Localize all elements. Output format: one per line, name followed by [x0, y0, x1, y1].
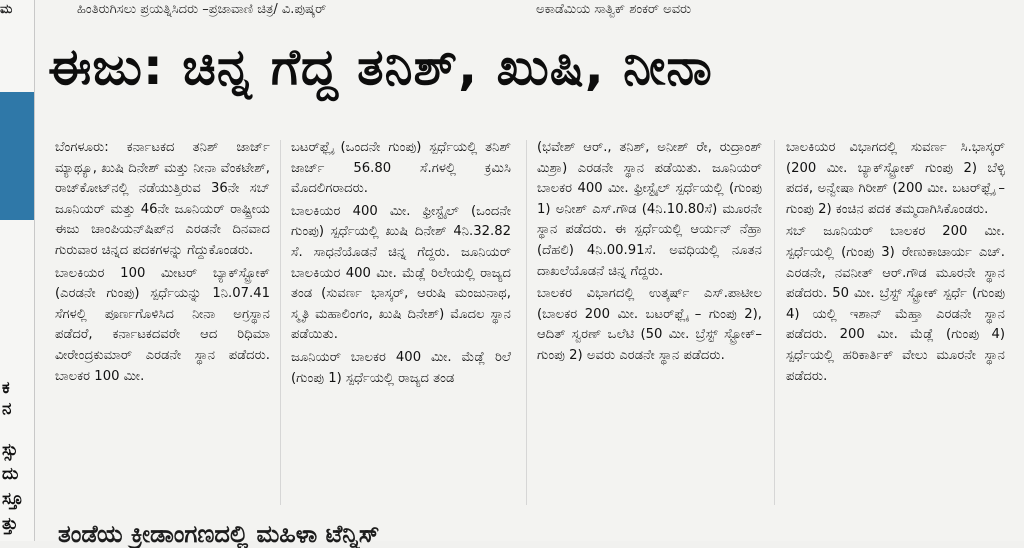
photo-caption-right: ಅಕಾಡೆಮಿಯ ಸಾತ್ವಿಕ್ ಶಂಕರ್ ಅವರು — [536, 2, 692, 17]
column-4-paragraph-2: ಸಬ್ ಜೂನಿಯರ್ ಬಾಲಕರ 200 ಮೀ. ಸ್ಪರ್ಧೆಯಲ್ಲಿ (ಗುಂಪು 3) ರೇಣುಕಾಚಾರ್ಯ ಎಚ್. ಎರಡನೇ, ನವನೀತ್ ಆರ್.ಗೌಡ ಮೂರನೇ ಸ್ಥಾನ ಪಡೆದರು. 50 ಮೀ. ಬ್ರೆಸ್ಟ್ ಸ್ಟ್ರೋಕ್ ಸ್ಪರ್ಧೆ (ಗುಂಪು 4) ಯಲ್ಲಿ ಇಶಾನ್ ಮೆಹ್ತಾ ಎರಡನೇ ಸ್ಥಾನ ಪಡೆದರು. 200 ಮೀ. ಮೆಡ್ಲೆ (ಗುಂಪು 4) ಸ್ಪರ್ಧೆಯಲ್ಲಿ ಹರಿಕಾರ್ತಿಕ್ ವೇಲು ಮೂರನೇ ಸ್ಥಾನ ಪಡೆದರು. — [786, 224, 1005, 384]
column-2-paragraph-3: ಜೂನಿಯರ್ ಬಾಲಕರ 400 ಮೀ. ಮೆಡ್ಲೆ ರಿಲೆ (ಗುಂಪು 1) ಸ್ಪರ್ಧೆಯಲ್ಲಿ ರಾಜ್ಯದ ತಂಡ — [291, 349, 511, 386]
article-headline: ಈಜು: ಚಿನ್ನ ಗೆದ್ದ ತನಿಶ್, ಖುಷಿ, ನೀನಾ — [48, 38, 713, 96]
column-1-paragraph-2: ಬಾಲಕಿಯರ 100 ಮೀಟರ್ ಬ್ಯಾಕ್‌ಸ್ಟ್ರೋಕ್ (ಎರಡನೇ ಗುಂಪು) ಸ್ಪರ್ಧೆಯನ್ನು 1ನಿ.07.41 ಸೆಗಳಲ್ಲಿ ಪೂರ್ಣಗೊಳಿಸಿದ ನೀನಾ ಅಗ್ರಸ್ಥಾನ ಪಡೆದರೆ, ಕರ್ನಾಟಕದವರೇ ಆದ ರಿಧಿಮಾ ವೀರೇಂದ್ರಕುಮಾರ್ ಎರಡನೇ ಸ್ಥಾನ ಪಡೆದರು. ಬಾಲಕರ 100 ಮೀ. — [55, 265, 270, 384]
column-divider-3 — [774, 140, 775, 505]
left-margin-char-5: ಸ್ಸು — [2, 440, 19, 460]
next-article-headline: ತಂಡೆಯ ಕ್ರೀಡಾಂಗಣದಲ್ಲಿ ಮಹಿಳಾ ಟೆನ್ನಿಸ್ — [58, 520, 380, 548]
photo-caption-left: ಹಿಂತಿರುಗಿಸಲು ಪ್ರಯತ್ನಿಸಿದರು –ಪ್ರಜಾವಾಣಿ ಚಿತ್ರ/ ವಿ.ಪುಷ್ಕರ್ — [77, 2, 327, 17]
left-margin-char-7: ಸ್ತೂ — [2, 489, 24, 509]
left-margin-char-4: ನ — [2, 399, 12, 419]
top-left-fragment: ಮ — [0, 2, 13, 17]
column-2-paragraph-1: ಬಟರ್‌ಫ್ಲೈ (ಒಂದನೇ ಗುಂಪು) ಸ್ಪರ್ಧೆಯಲ್ಲಿ ತನಿಶ್ ಜಾರ್ಜ್ 56.80 ಸೆ.ಗಳಲ್ಲಿ ಕ್ರಮಿಸಿ ಮೊದಲಿಗರಾದರು. — [291, 140, 511, 197]
left-margin-char-8: ತ್ತು — [2, 514, 18, 534]
left-margin-strip — [0, 0, 35, 541]
left-blue-panel — [0, 92, 34, 220]
left-margin-char-6: ದು — [2, 464, 19, 484]
article-column-3 — [537, 138, 762, 369]
column-3-paragraph-2: ಬಾಲಕರ ವಿಭಾಗದಲ್ಲಿ ಉತ್ಕರ್ಷ್ ಎಸ್.ಪಾಟೀಲ (ಬಾಲಕರ 200 ಮೀ. ಬಟರ್‌ಫ್ಲೈ – ಗುಂಪು 2), ಆದಿತ್ ಸ್ವರಣ್ ಒಲೆಟಿ (50 ಮೀ. ಬ್ರೆಸ್ಟ್ ಸ್ಟ್ರೋಕ್–ಗುಂಪು 2) ಅವರು ಎರಡನೇ ಸ್ಥಾನ ಪಡೆದರು. — [537, 286, 762, 363]
column-divider-2 — [526, 140, 527, 505]
column-4-paragraph-1: ಬಾಲಕಿಯರ ವಿಭಾಗದಲ್ಲಿ ಸುವರ್ಣ ಸಿ.ಭಾಸ್ಕರ್ (200 ಮೀ. ಬ್ಯಾಕ್‌ಸ್ಟ್ರೋಕ್ ಗುಂಪು 2) ಬೆಳ್ಳಿ ಪದಕ, ಅನ್ವೇಷಾ ಗಿರೀಶ್ (200 ಮೀ. ಬಟರ್‌ಫ್ಲೈ – ಗುಂಪು 2) ಕಂಚಿನ ಪದಕ ತಮ್ಮದಾಗಿಸಿಕೊಂಡರು. — [786, 140, 1005, 217]
article-column-1 — [55, 138, 270, 389]
article-column-4 — [786, 138, 1005, 389]
column-divider-1 — [280, 140, 281, 505]
left-margin-char-3: ಕ — [2, 378, 10, 398]
column-2-paragraph-2: ಬಾಲಕಿಯರ 400 ಮೀ. ಫ್ರೀಸ್ಟೈಲ್ (ಒಂದನೇ ಗುಂಪು) ಸ್ಪರ್ಧೆಯಲ್ಲಿ ಖುಷಿ ದಿನೇಶ್ 4ನಿ.32.82 ಸೆ. ಸಾಧನೆಯೊಡನೆ ಚಿನ್ನ ಗೆದ್ದರು. ಜೂನಿಯರ್ ಬಾಲಕಿಯರ 400 ಮೀ. ಮೆಡ್ಲೆ ರಿಲೇಯಲ್ಲಿ ರಾಜ್ಯದ ತಂಡ (ಸುವರ್ಣ ಭಾಸ್ಕರ್, ಆರುಷಿ ಮಂಜುನಾಥ, ಸ್ಮೃತಿ ಮಹಾಲಿಂಗಂ, ಖುಷಿ ದಿನೇಶ್) ಮೊದಲ ಸ್ಥಾನ ಪಡೆಯಿತು. — [291, 203, 511, 343]
top-captions — [0, 0, 1024, 28]
column-1-paragraph-1: ಬೆಂಗಳೂರು: ಕರ್ನಾಟಕದ ತನಿಶ್ ಜಾರ್ಜ್ ಮ್ಯಾಥ್ಯೂ, ಖುಷಿ ದಿನೇಶ್ ಮತ್ತು ನೀನಾ ವೆಂಕಟೇಶ್, ರಾಜ್‌ಕೋಟ್‌ನಲ್ಲಿ ನಡೆಯುತ್ತಿರುವ 36ನೇ ಸಬ್ ಜೂನಿಯರ್ ಮತ್ತು 46ನೇ ಜೂನಿಯರ್ ರಾಷ್ಟ್ರೀಯ ಈಜು ಚಾಂಪಿಯನ್‌ಷಿಪ್‌ನ ಎರಡನೇ ದಿನವಾದ ಗುರುವಾರ ಚಿನ್ನದ ಪದಕಗಳನ್ನು ಗೆದ್ದುಕೊಂಡರು. — [55, 140, 270, 258]
column-3-paragraph-1: (ಭವೇಶ್ ಆರ್., ತನಿಶ್, ಅನೀಶ್ ರೇ, ರುದ್ರಾಂಶ್ ಮಿಶ್ರಾ) ಎರಡನೇ ಸ್ಥಾನ ಪಡೆಯಿತು. ಜೂನಿಯರ್ ಬಾಲಕರ 400 ಮೀ. ಫ್ರೀಸ್ಟೈಲ್ ಸ್ಪರ್ಧೆಯಲ್ಲಿ (ಗುಂಪು 1) ಅನೀಶ್ ಎಸ್.ಗೌಡ (4ನಿ.10.80ಸೆ) ಮೂರನೇ ಸ್ಥಾನ ಪಡೆದರು. ಈ ಸ್ಪರ್ಧೆಯಲ್ಲಿ ಆರ್ಯನ್ ನೆಹ್ರಾ (ದೆಹಲಿ) 4ನಿ.00.91ಸೆ. ಅವಧಿಯಲ್ಲಿ ನೂತನ ದಾಖಲೆಯೊಡನೆ ಚಿನ್ನ ಗೆದ್ದರು. — [537, 140, 762, 279]
article-column-2 — [291, 138, 511, 391]
